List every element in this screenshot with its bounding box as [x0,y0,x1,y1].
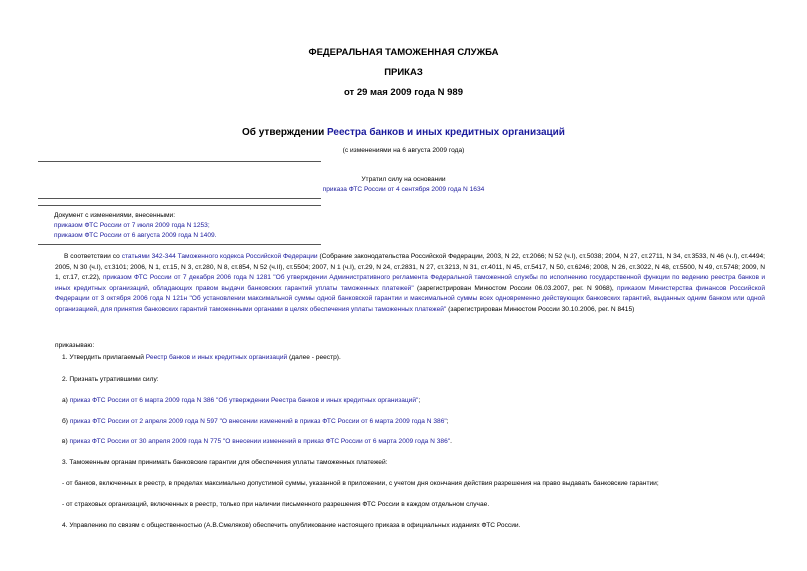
title-link[interactable]: Реестра банков и иных кредитных организаций [327,127,565,138]
preamble-text: (зарегистрирован Минюстом России 06.03.2007, рег. N 9068), [413,284,618,292]
preamble-link-fts-1281[interactable]: приказом ФТС России от 7 декабря 2006 года N 1281 "Об утверждении Административного регламента Федеральной таможенной службы по исполнению государственной функции по ведению реестра банков и иных кредитных организаций, обладающих правом выдачи банковских гарантий уплаты таможенных платежей" [55,274,765,292]
preamble-paragraph [55,252,765,315]
item-3-insurers: - от страховых организаций, включенных в реестр, только при наличии письменного разрешения ФТС России в каждом отдельном случае. [62,501,490,508]
order-597-link[interactable]: приказ ФТС России от 2 апреля 2009 года N 597 "О внесении изменений в приказ ФТС России от 6 марта 2009 года N 386" [69,418,447,425]
item-text: . [450,438,452,445]
preamble-text: В соответствии со [64,253,122,260]
preamble-text: (Собрание законодательства Российской Федерации, 2003, N 22, ст.2066; N 52 (ч.I), ст.5038; 2004, N 27, ст.2711, N 34, ст.3533, N 46 (ч.I), ст.4494; 2005, N 30 (ч.I), ст.3101; 2006, N 1, ст.15, N 3, ст.280, N 8, ст.854, N 52 (ч.II), ст.5504; 2007, N 1 (ч.I), ст.29, N 24, ст.2831, N 27, ст.3213, N 31, ст.4011, N 45, ст.5417, N 50, ст.6246; 2008, N 26, ст.3022, N 48, ст.5500, N 49, ст.5748; 2009, N 1, ст.17, ст.22), [55,253,765,281]
amendment-link-1[interactable]: приказом ФТС России от 7 июля 2009 года N 1253; [54,222,210,229]
divider [38,161,321,162]
item-2a [62,396,420,406]
item-2: 2. Признать утратившими силу: [62,376,159,383]
expired-link[interactable]: приказа ФТС России от 4 сентября 2009 года N 1634 [322,186,485,193]
item-2b [62,417,449,427]
doc-date-number: от 29 мая 2009 года N 989 [343,87,464,98]
divider [38,244,321,245]
preamble-link-minfin-121n[interactable]: приказом Министерства финансов Российской Федерации от 3 октября 2006 года N 121н "Об установлении максимальной суммы одной банковской гарантии и максимальной суммы всех одновременно действующих банковских гарантий, выданных одним банком или одной организацией, для принятия банковских гарантий таможенными органами в целях обеспечения уплаты таможенных платежей" [55,284,766,313]
item-2c [62,437,452,447]
item-1 [62,353,341,363]
item-text: (далее - реестр). [287,354,341,361]
order-775-link[interactable]: приказ ФТС России от 30 апреля 2009 года N 775 "О внесении изменений в приказ ФТС России от 6 марта 2009 года N 386" [69,438,451,445]
amendments-label: Документ с изменениями, внесенными: [54,212,176,219]
order-386-link[interactable]: приказ ФТС России от 6 марта 2009 года N 386 "Об утверждении Реестра банков и иных кредитных организаций" [69,397,419,404]
doc-type: ПРИКАЗ [384,67,423,78]
divider [38,205,321,206]
item-text: в) [62,438,70,445]
title-prefix: Об утверждении [242,127,327,138]
item-text: б) [62,418,70,425]
order-word: приказываю: [55,342,95,349]
amendment-link-2[interactable]: приказом ФТС России от 6 августа 2009 года N 1409. [54,232,217,239]
changes-note: (с изменениями на 6 августа 2009 года) [342,147,465,154]
item-3: 3. Таможенным органам принимать банковские гарантии для обеспечения уплаты таможенных платежей: [62,459,388,466]
item-text: а) [62,397,70,404]
preamble-text: (зарегистрирован Минюстом России 30.10.2006, рег. N 8415) [446,305,635,313]
doc-title [0,127,807,138]
preamble-link-customs-code[interactable]: статьями 342-344 Таможенного кодекса Российской Федерации [121,253,318,260]
item-text: ; [418,397,421,404]
divider [38,198,321,199]
amendments-block [54,211,217,241]
item-3-banks: - от банков, включенных в реестр, в пределах максимально допустимой суммы, указанной в приложении, с учетом дня окончания действия разрешения на право выдавать банковские гарантии; [62,480,659,487]
item-text: 1. Утвердить прилагаемый [62,354,146,361]
registry-link[interactable]: Реестр банков и иных кредитных организаций [145,354,288,361]
item-text: ; [446,418,449,425]
agency-name: ФЕДЕРАЛЬНАЯ ТАМОЖЕННАЯ СЛУЖБА [308,47,499,58]
expired-note: Утратил силу на основании [361,176,446,183]
item-4: 4. Управлению по связям с общественностью (А.В.Смеляков) обеспечить опубликование настоящего приказа в официальных изданиях ФТС России. [62,522,521,529]
